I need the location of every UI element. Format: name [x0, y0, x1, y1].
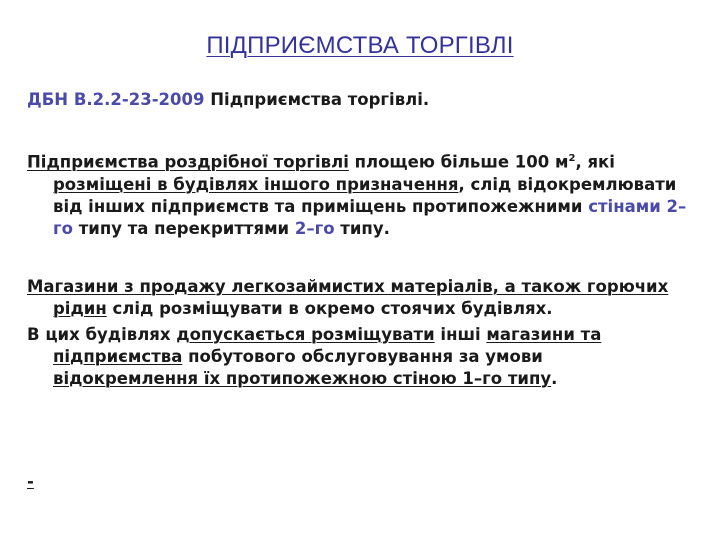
page-title: ПІДПРИЄМСТВА ТОРГІВЛІ — [206, 32, 514, 59]
permitted-text-2: інші — [434, 324, 487, 344]
standard-code: ДБН В.2.2-23-2009 — [27, 90, 205, 109]
slide-body — [27, 89, 692, 390]
paragraph-permitted — [27, 324, 692, 390]
retail-text-2: , які — [575, 152, 615, 172]
floor-type: 2–го — [294, 218, 335, 238]
permitted-shops: магазини та підприємства — [53, 324, 602, 366]
permitted-text-3: побутового обслуговування за умови — [182, 346, 543, 366]
paragraph-flammable — [27, 276, 692, 320]
area-superscript: 2 — [568, 153, 576, 164]
retail-text-4: типу та перекриттями — [72, 218, 295, 238]
retail-term: Підприємства роздрібної торгівлі — [27, 152, 349, 172]
permitted-text-4: . — [551, 368, 558, 388]
trailing-dash: - — [27, 472, 34, 491]
retail-placement: розміщені в будівлях іншого призначення — [53, 174, 459, 194]
standard-title: Підприємства торгівлі. — [204, 90, 430, 109]
retail-text-3: , слід відокремлювати від інших підприємств та приміщень протипожежними — [53, 174, 677, 216]
retail-text-1: площею більше 100 м — [348, 152, 569, 172]
paragraph-standard — [27, 89, 692, 111]
flammable-shops: Магазини з продажу легкозаймистих матеріалів, а також горючих рідин — [27, 276, 669, 318]
flammable-text: слід розміщувати в окремо стоячих будівлях. — [106, 298, 553, 318]
retail-text-5: типу. — [334, 218, 390, 238]
separation-condition: відокремлення їх протипожежною стіною 1–го типу — [53, 368, 552, 388]
paragraph-retail — [27, 148, 692, 240]
permitted-text-1: В цих будівлях — [27, 324, 177, 344]
wall-type: стінами 2–го — [53, 196, 687, 238]
permitted-placement: допускається розміщувати — [176, 324, 435, 344]
